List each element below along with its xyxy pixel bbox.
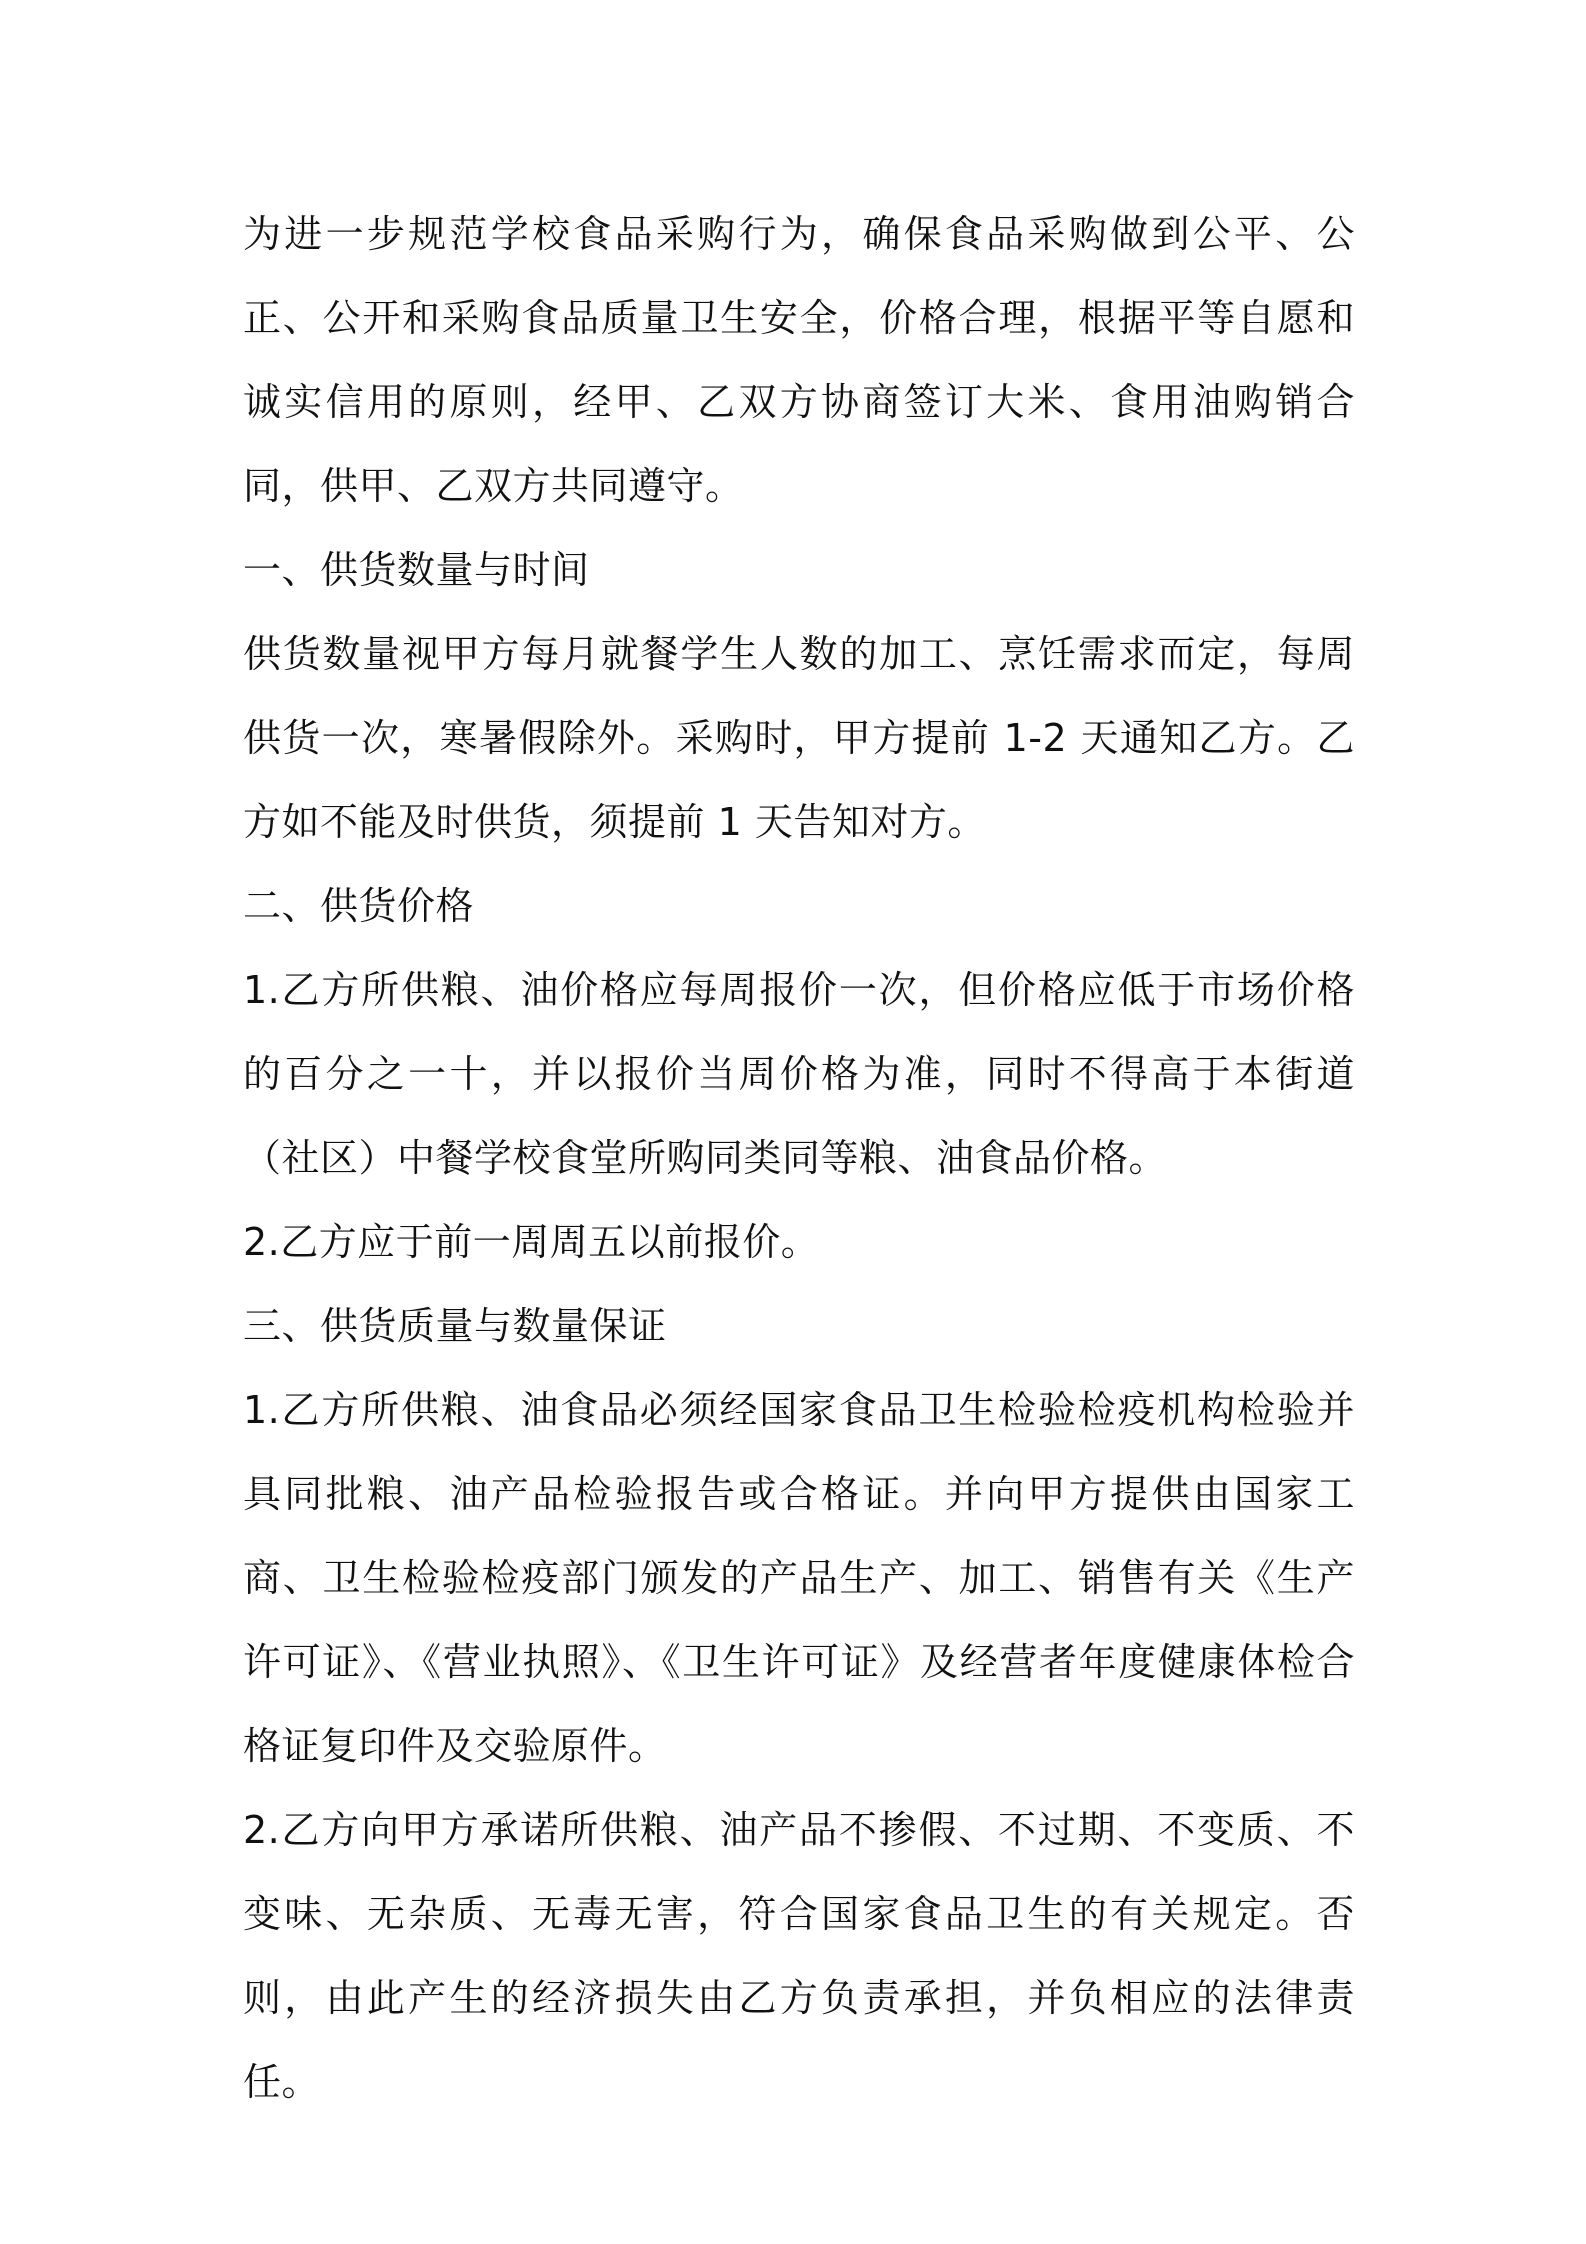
section-3-paragraph-1: 1.乙方所供粮、油食品必须经国家食品卫生检验检疫机构检验并具同批粮、油产品检验报告或合格证。并向甲方提供由国家工商、卫生检验检疫部门颁发的产品生产、加工、销售有关《生产许可证》、《营业执照》、《卫生许可证》及经营者年度健康体检合格证复印件及交验原件。: [243, 1388, 1355, 1768]
section-2-heading: 二、供货价格: [243, 884, 475, 928]
section-3-heading: 三、供货质量与数量保证: [243, 1304, 667, 1348]
section-1-paragraph-1: 供货数量视甲方每月就餐学生人数的加工、烹饪需求而定，每周供货一次，寒暑假除外。采购时，甲方提前 1-2 天通知乙方。乙方如不能及时供货，须提前 1 天告知对方。: [243, 632, 1355, 844]
intro-paragraph: 为进一步规范学校食品采购行为，确保食品采购做到公平、公正、公开和采购食品质量卫生安全，价格合理，根据平等自愿和诚实信用的原则，经甲、乙双方协商签订大米、食用油购销合同，供甲、乙双方共同遵守。: [243, 212, 1355, 508]
section-2-paragraph-2: 2.乙方应于前一周周五以前报价。: [243, 1220, 820, 1264]
section-1-heading: 一、供货数量与时间: [243, 548, 590, 592]
section-3-paragraph-2: 2.乙方向甲方承诺所供粮、油产品不掺假、不过期、不变质、不变味、无杂质、无毒无害，符合国家食品卫生的有关规定。否则，由此产生的经济损失由乙方负责承担，并负相应的法律责任。: [243, 1808, 1355, 2104]
document-body: [243, 192, 1355, 2124]
section-2-paragraph-1: 1.乙方所供粮、油价格应每周报价一次，但价格应低于市场价格的百分之一十，并以报价当周价格为准，同时不得高于本街道（社区）中餐学校食堂所购同类同等粮、油食品价格。: [243, 968, 1355, 1180]
